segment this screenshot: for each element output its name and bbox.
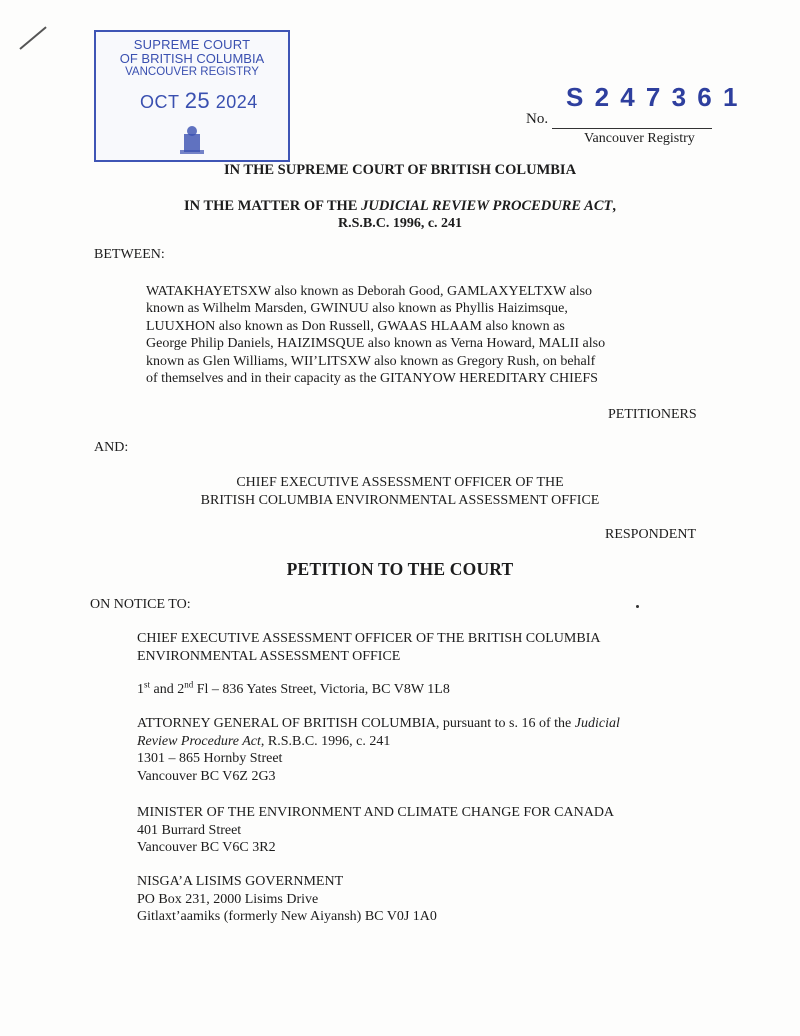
crest-icon xyxy=(178,124,206,156)
court-heading: IN THE SUPREME COURT OF BRITISH COLUMBIA xyxy=(223,162,577,178)
recipient-2-italic: Review Procedure Act xyxy=(137,733,261,749)
recipient-1-line: CHIEF EXECUTIVE ASSESSMENT OFFICER OF THE BRITISH COLUMBIA xyxy=(137,631,601,646)
file-number-underline xyxy=(552,128,712,129)
pen-mark xyxy=(19,26,46,49)
matter-heading xyxy=(0,198,800,215)
recipient-3-line: Vancouver BC V6C 3R2 xyxy=(137,840,276,855)
petitioners-names xyxy=(146,283,666,387)
stamp-date xyxy=(140,88,258,114)
matter-suffix: , xyxy=(612,198,616,214)
recipient-4-line: PO Box 231, 2000 Lisims Drive xyxy=(137,891,319,907)
matter-prefix: IN THE MATTER OF THE xyxy=(183,198,362,214)
stamp-line-1: SUPREME COURT xyxy=(133,37,251,52)
recipient-2-text: ATTORNEY GENERAL OF BRITISH COLUMBIA, pursuant to s. 16 of the xyxy=(137,716,575,731)
recipient-2-text: , R.S.B.C. 1996, c. 241 xyxy=(260,733,391,749)
recipient-1 xyxy=(137,630,600,665)
respondent-name xyxy=(0,474,800,509)
recipient-3-line: 401 Burrard Street xyxy=(137,822,242,838)
document-title: PETITION TO THE COURT xyxy=(286,559,514,579)
between-label: BETWEEN: xyxy=(94,247,165,262)
notice-label: ON NOTICE TO: xyxy=(90,597,191,612)
respondent-line: BRITISH COLUMBIA ENVIRONMENTAL ASSESSMENT OFFICE xyxy=(200,492,600,508)
address-sup: nd xyxy=(184,679,194,690)
registry-stamp xyxy=(94,30,290,162)
recipient-2 xyxy=(137,715,620,785)
registry-label: Vancouver Registry xyxy=(584,131,695,146)
file-number: S 2 4 7 3 6 1 xyxy=(566,82,740,112)
recipient-1-address xyxy=(137,681,450,699)
address-sup: st xyxy=(144,679,151,690)
address-part: 1 xyxy=(137,682,144,697)
recipient-2-line: Vancouver BC V6Z 2G3 xyxy=(137,768,276,784)
matter-citation: R.S.B.C. 1996, c. 241 xyxy=(337,216,463,231)
petitioners-line: known as Glen Williams, WII’LITSXW also known as Gregory Rush, on behalf xyxy=(146,353,596,369)
respondent-line: CHIEF EXECUTIVE ASSESSMENT OFFICER OF THE xyxy=(236,475,564,490)
address-part: Fl – 836 Yates Street, Victoria, BC V8W 1L8 xyxy=(193,682,450,697)
recipient-4-line: Gitlaxt’aamiks (formerly New Aiyansh) BC V0J 1A0 xyxy=(137,909,437,924)
petitioners-line: LUUXHON also known as Don Russell, GWAAS HLAAM also known as xyxy=(146,318,565,334)
petitioners-line: of themselves and in their capacity as the GITANYOW HEREDITARY CHIEFS xyxy=(146,371,598,387)
recipient-2-line: 1301 – 865 Hornby Street xyxy=(137,751,283,766)
respondent-label: RESPONDENT xyxy=(605,527,697,542)
petitioners-line: George Philip Daniels, HAIZIMSQUE also known as Verna Howard, MALII also xyxy=(146,336,606,352)
petitioners-label: PETITIONERS xyxy=(608,407,697,422)
recipient-4-line: NISGA’A LISIMS GOVERNMENT xyxy=(137,874,344,889)
recipient-3-line: MINISTER OF THE ENVIRONMENT AND CLIMATE CHANGE FOR CANADA xyxy=(137,805,615,820)
stamp-month: OCT xyxy=(140,92,180,112)
file-number-label: No. xyxy=(526,111,549,127)
stamp-line-3: VANCOUVER REGISTRY xyxy=(125,66,259,78)
stamp-day: 25 xyxy=(184,88,211,113)
recipient-4 xyxy=(137,873,437,926)
recipient-1-line: ENVIRONMENTAL ASSESSMENT OFFICE xyxy=(137,648,401,664)
and-label: AND: xyxy=(94,440,129,455)
recipient-2-italic: Judicial xyxy=(574,716,620,731)
petitioners-line: WATAKHAYETSXW also known as Deborah Good, GAMLAXYELTXW also xyxy=(146,284,593,299)
recipient-3 xyxy=(137,804,614,857)
petitioners-line: known as Wilhelm Marsden, GWINUU also known as Phyllis Haizimsque, xyxy=(146,301,568,317)
stamp-line-2: OF BRITISH COLUMBIA xyxy=(119,51,265,66)
stamp-year: 2024 xyxy=(215,92,258,112)
matter-act: JUDICIAL REVIEW PROCEDURE ACT xyxy=(361,198,613,214)
address-part: and 2 xyxy=(150,682,185,697)
stray-mark xyxy=(636,605,639,608)
